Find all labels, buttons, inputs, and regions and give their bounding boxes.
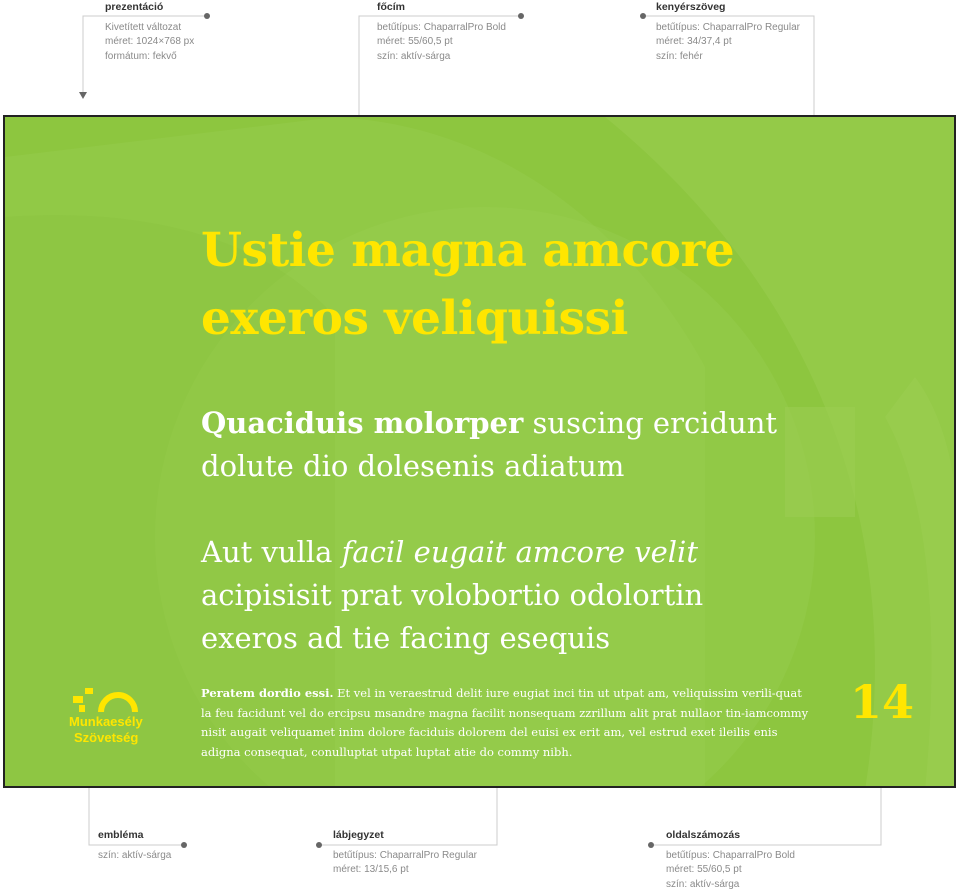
annotation-line: betűtípus: ChaparralPro Bold [377, 21, 506, 36]
annotation-footnote [333, 828, 477, 878]
annotation-line: betűtípus: ChaparralPro Regular [333, 849, 477, 864]
annotation-line: méret: 13/15,6 pt [333, 863, 477, 878]
annotation-line: betűtípus: ChaparralPro Regular [656, 21, 800, 36]
logo-text-line1: Munkaesély [69, 714, 143, 729]
subtitle-bold: Quaciduis molorper [201, 406, 523, 440]
annotation-emblem [98, 828, 171, 863]
annotation-line: formátum: fekvő [105, 50, 194, 65]
slide-footnote [201, 684, 811, 762]
annotation-line: betűtípus: ChaparralPro Bold [666, 849, 795, 864]
annotation-page-number [666, 828, 795, 892]
logo-emblem [65, 684, 155, 754]
annotation-title [377, 0, 506, 64]
body-line1-italic: facil eugait amcore velit [342, 535, 698, 569]
logo-text-line2: Szövetség [74, 730, 138, 745]
annotation-heading: kenyérszöveg [656, 0, 800, 15]
annotation-heading: oldalszámozás [666, 828, 795, 843]
annotation-heading: lábjegyzet [333, 828, 477, 843]
annotation-line: méret: 55/60,5 pt [377, 35, 506, 50]
annotation-line: méret: 34/37,4 pt [656, 35, 800, 50]
annotation-heading: embléma [98, 828, 171, 843]
body-line3: exeros ad tie facing esequis [201, 621, 610, 655]
annotation-line: szín: aktív-sárga [98, 849, 171, 864]
footnote-bold: Peratem dordio essi. [201, 686, 333, 700]
body-line2: acipisisit prat volobortio odolortin [201, 578, 703, 612]
annotation-heading: prezentáció [105, 0, 194, 15]
logo-mark-icon [65, 684, 155, 716]
body-line1-regular: Aut vulla [201, 535, 342, 569]
annotation-line: szín: aktív-sárga [666, 878, 795, 892]
slide-preview [3, 115, 956, 788]
annotation-heading: főcím [377, 0, 506, 15]
subtitle-line2: dolute dio dolesenis adiatum [201, 449, 624, 483]
slide-title-line1: Ustie magna amcore [201, 223, 734, 278]
slide-subtitle [201, 402, 901, 488]
slide-body-text [201, 531, 901, 660]
annotation-line: méret: 1024×768 px [105, 35, 194, 50]
annotation-line: szín: aktív-sárga [377, 50, 506, 65]
annotation-line: szín: fehér [656, 50, 800, 65]
annotation-presentation [105, 0, 194, 64]
subtitle-rest: suscing ercidunt [523, 406, 777, 440]
annotation-body-text [656, 0, 800, 64]
page-number: 14 [850, 675, 914, 729]
annotation-line: méret: 55/60,5 pt [666, 863, 795, 878]
footnote-text: Et vel in veraestrud delit iure eugiat inci tin ut utpat am, veliquissim verili-quat la feu facidunt vel do ercipsu msandre magna facilit nonsequam zzrillum alit prat nullaor tin-iamcommy nisit augait veliquamet inim dolore faciduis dolorem del euisi ex erit am, vel estrud exet ileilis enis adigna consequat, conulluptat utpat luptat atie do commy nibh. [201, 686, 808, 759]
slide-title [201, 217, 901, 353]
annotation-line: Kivetített változat [105, 21, 194, 36]
slide-title-line2: exeros veliquissi [201, 291, 628, 346]
